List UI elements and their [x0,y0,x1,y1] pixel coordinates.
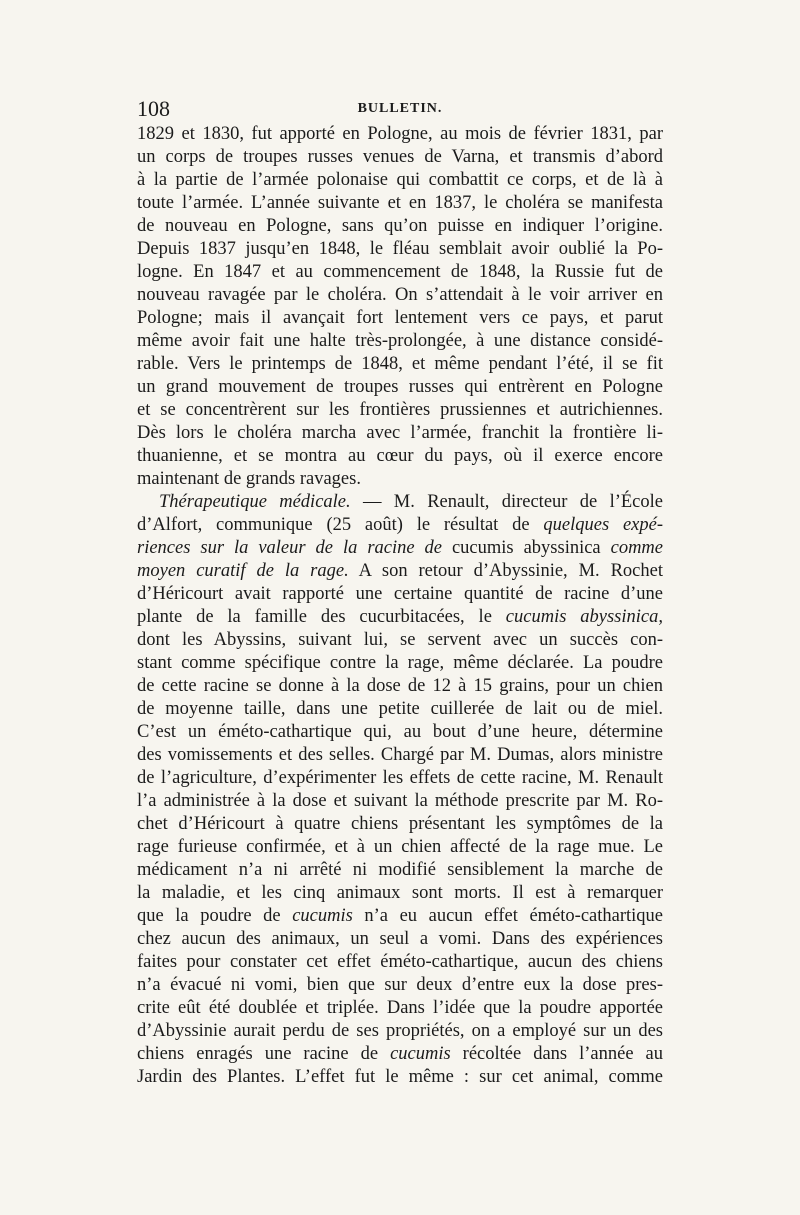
text-line: chet d’Héricourt à quatre chiens présentant les symptômes de la [137,814,663,834]
text-segment: A son retour d’Abyssinie, M. Rochet [348,561,663,581]
text-line [137,537,663,560]
text-line: Jardin des Plantes. L’effet fut le même : sur cet animal, comme [137,1067,663,1087]
text-line: C’est un éméto-cathartique qui, au bout d’une heure, détermine [137,722,663,742]
italic-text: quelques expé- [543,515,663,535]
italic-text: Thérapeutique médicale. [159,492,351,512]
text-line: n’a évacué ni vomi, bien que sur deux d’entre eux la dose pres- [137,975,663,995]
text-line: rable. Vers le printemps de 1848, et même pendant l’été, il se fit [137,354,663,374]
text-segment: chiens enragés une racine de [137,1044,391,1064]
text-line: de cette racine se donne à la dose de 12 à 15 grains, pour un chien [137,676,663,696]
text-segment: — M. Renault, directeur de l’École [350,492,663,512]
text-line [137,905,663,928]
text-line: Pologne; mais il avançait fort lentement vers ce pays, et parut [137,308,663,328]
text-line: toute l’armée. L’année suivante et en 1837, le choléra se manifesta [137,193,663,213]
text-line: faites pour constater cet effet éméto-cathartique, aucun des chiens [137,952,663,972]
italic-text: moyen curatif de la rage. [137,561,349,581]
text-line: chez aucun des animaux, un seul a vomi. Dans des expériences [137,929,663,949]
page-header [137,96,663,122]
text-line: maintenant de grands ravages. [137,469,361,489]
text-line [137,560,663,583]
text-line [137,1043,663,1066]
text-line: un grand mouvement de troupes russes qui entrèrent en Pologne [137,377,663,397]
text-line: crite eût été doublée et triplée. Dans l’idée que la poudre apportée [137,998,663,1018]
italic-text: cucumis [390,1044,451,1064]
text-line: logne. En 1847 et au commencement de 1848, la Russie fut de [137,262,663,282]
page-number: 108 [137,96,170,121]
text-line: d’Abyssinie aurait perdu de ses propriétés, on a employé sur un des [137,1021,663,1041]
text-line [137,491,663,514]
text-line: et se concentrèrent sur les frontières prussiennes et autrichiennes. [137,400,663,420]
running-head: BULLETIN. [357,101,443,116]
text-line: d’Héricourt avait rapporté une certaine quantité de racine d’une [137,584,663,604]
text-line: de moyenne taille, dans une petite cuillerée de lait ou de miel. [137,699,663,719]
text-segment: plante de la famille des cucurbitacées, le [137,607,506,627]
text-line: un corps de troupes russes venues de Varna, et transmis d’abord [137,147,663,167]
text-segment: récoltée dans l’année au [450,1044,663,1064]
text-segment: n’a eu aucun effet éméto-cathartique [352,906,664,926]
text-line: Depuis 1837 jusqu’en 1848, le fléau semblait avoir oublié la Po- [137,239,663,259]
text-segment: d’Alfort, communique (25 août) le résultat de [137,515,544,535]
text-line: 1829 et 1830, fut apporté en Pologne, au mois de février 1831, par [137,124,663,144]
text-line: rage furieuse confirmée, et à un chien affecté de la rage mue. Le [137,837,663,857]
text-line: des vomissements et des selles. Chargé par M. Dumas, alors ministre [137,745,663,765]
text-line: de nouveau en Pologne, sans qu’on puisse en indiquer l’origine. [137,216,663,236]
text-line: de l’agriculture, d’expérimenter les effets de cette racine, M. Renault [137,768,663,788]
text-line: médicament n’a ni arrêté ni modifié sensiblement la marche de [137,860,663,880]
text-line: stant comme spécifique contre la rage, même déclarée. La poudre [137,653,663,673]
italic-text: cucumis [292,906,353,926]
body-text [137,123,663,1089]
text-segment: cucumis abyssinica [442,538,611,558]
text-line: Dès lors le choléra marcha avec l’armée, franchit la frontière li- [137,423,663,443]
italic-text: comme [610,538,664,558]
italic-text: riences sur la valeur de la racine de [137,538,443,558]
text-line [137,514,663,537]
text-line: la maladie, et les cinq animaux sont morts. Il est à remarquer [137,883,663,903]
text-line: dont les Abyssins, suivant lui, se servent avec un succès con- [137,630,663,650]
italic-text: cucumis abyssinica, [505,607,663,627]
text-line: à la partie de l’armée polonaise qui combattit ce corps, et de là à [137,170,663,190]
text-line: l’a administrée à la dose et suivant la méthode prescrite par M. Ro- [137,791,663,811]
text-line [137,606,663,629]
text-segment: que la poudre de [137,906,293,926]
text-line: nouveau ravagée par le choléra. On s’attendait à le voir arriver en [137,285,663,305]
text-line: même avoir fait une halte très-prolongée, à une distance considé- [137,331,663,351]
text-line: thuanienne, et se montra au cœur du pays, où il exerce encore [137,446,663,466]
